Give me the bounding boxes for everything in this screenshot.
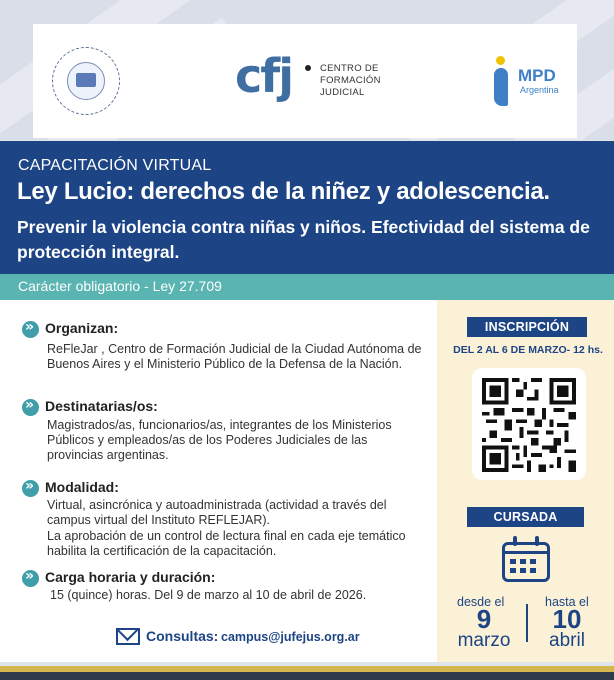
course-label: CURSADA xyxy=(467,507,584,527)
section-body-modalidad-certification: La aprobación de un control de lectura final en cada eje temático habilita la certificación de la capacitación. xyxy=(47,529,406,558)
start-day: 9 xyxy=(476,604,492,634)
course-subtitle: Prevenir la violencia contra niñas y niños. Efectividad del sistema de protección integral. xyxy=(17,217,590,262)
inscription-label: INSCRIPCIÓN xyxy=(467,317,587,337)
course-kicker: CAPACITACIÓN VIRTUAL xyxy=(18,157,212,174)
cfj-logo-text xyxy=(320,63,381,99)
section-body-organizan: ReFleJar , Centro de Formación Judicial de la Ciudad Autónoma de Buenos Aires y el Ministerio Público de la Defensa de la Nación. xyxy=(47,342,422,371)
jufejus-seal-logo xyxy=(52,47,120,115)
section-title-modalidad: Modalidad: xyxy=(45,479,119,495)
mpd-logo-title: MPD xyxy=(518,66,556,85)
contact-label: Consultas: xyxy=(146,628,219,644)
cfj-logo: cfj xyxy=(235,49,293,103)
inscription-dates: DEL 2 AL 6 DE MARZO- 12 hs. xyxy=(453,344,603,356)
cfj-text-line: CENTRO DE xyxy=(320,63,379,74)
footer-dark-stripe xyxy=(0,672,614,680)
envelope-icon xyxy=(116,628,140,645)
section-title-carga-horaria: Carga horaria y duración: xyxy=(45,569,216,585)
section-title-destinatarias: Destinatarias/os: xyxy=(45,398,158,414)
mandatory-text: Carácter obligatorio - Ley 27.709 xyxy=(18,278,222,294)
contact-email-link[interactable]: campus@jufejus.org.ar xyxy=(221,630,360,644)
course-title: Ley Lucio: derechos de la niñez y adolescencia. xyxy=(17,178,550,205)
section-body-modalidad: Virtual, asincrónica y autoadministrada (actividad a través del campus virtual del Instituto REFLEJAR). xyxy=(47,498,387,527)
chevron-right-icon xyxy=(22,570,39,587)
cfj-text-line: FORMACIÓN xyxy=(320,75,381,86)
qr-code[interactable] xyxy=(482,378,576,472)
section-body-carga-horaria: 15 (quince) horas. Del 9 de marzo al 10 de abril de 2026. xyxy=(50,588,367,602)
section-title-organizan: Organizan: xyxy=(45,320,119,336)
end-day: 10 xyxy=(552,604,582,634)
seal-emblem-icon xyxy=(67,62,105,100)
end-month: abril xyxy=(549,630,585,651)
chevron-right-icon xyxy=(22,399,39,416)
date-divider xyxy=(526,604,528,642)
chevron-right-icon xyxy=(22,480,39,497)
mpd-logo-subtitle: Argentina xyxy=(520,85,559,95)
start-date-label: desde el xyxy=(457,595,505,609)
end-date-label: hasta el xyxy=(545,595,589,609)
chevron-right-icon xyxy=(22,321,39,338)
start-month: marzo xyxy=(457,630,511,651)
cfj-logo-dot xyxy=(305,65,311,71)
section-body-destinatarias: Magistrados/as, funcionarios/as, integrantes de los Ministerios Públicos y empleados/as de los Poderes Judiciales de las provincias argentinas. xyxy=(47,418,392,462)
calendar-icon xyxy=(502,542,550,582)
mpd-person-icon xyxy=(493,56,517,108)
cfj-text-line: JUDICIAL xyxy=(320,87,365,98)
